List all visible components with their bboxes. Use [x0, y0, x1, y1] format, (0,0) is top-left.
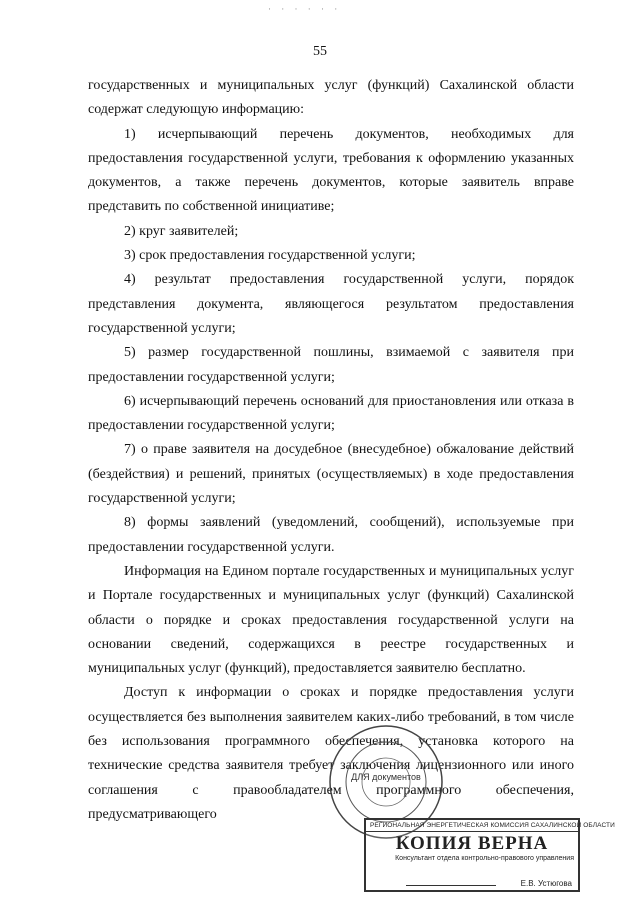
paragraph: 5) размер государственной пошлины, взимаемой с заявителя при предоставлении государственной услуги;: [88, 345, 574, 385]
paragraph: 1) исчерпывающий перечень документов, необходимых для предоставления государственной услуги, требования к оформлению указанных документов, а также перечень документов, которые заявитель вправе представить по собственной инициативе;: [88, 126, 574, 215]
paragraph: 3) срок предоставления государственной услуги;: [124, 248, 416, 264]
signature-line: [406, 885, 496, 886]
stamp-subtitle: Консультант отдела контрольно-правового управления: [395, 855, 574, 862]
seal-text: ДЛЯ документов: [351, 772, 421, 782]
copy-certified-stamp: [364, 818, 615, 892]
paragraph: Информация на Едином портале государственных и муниципальных услуг и Портале государственных и муниципальных услуг (функций) Сахалинской области о порядке и сроках предоставления государственной услуги на основании сведений, содержащихся в реестре государственных и муниципальных услуг (функций), предоставляется заявителю бесплатно.: [88, 563, 574, 677]
document-body: [88, 74, 574, 827]
paragraph: 2) круг заявителей;: [124, 223, 239, 239]
stamp-header: РЕГИОНАЛЬНАЯ ЭНЕРГЕТИЧЕСКАЯ КОМИССИЯ САХАЛИНСКОЙ ОБЛАСТИ: [366, 820, 578, 832]
scan-artifact: · · · · · ·: [268, 4, 342, 14]
paragraph: 7) о праве заявителя на досудебное (внесудебное) обжалование действий (бездействия) и решений, принятых (осуществляемых) в ходе предоставления государственной услуги;: [88, 442, 574, 507]
paragraph: 8) формы заявлений (уведомлений, сообщений), используемые при предоставлении государственной услуги.: [88, 515, 574, 555]
stamp-signer: Е.В. Устюгова: [520, 879, 572, 888]
stamp-title: КОПИЯ ВЕРНА: [395, 833, 549, 854]
paragraph: Доступ к информации о сроках и порядке предоставления услуги осуществляется без выполнения заявителем каких-либо требований, в том числе без использования программного обеспечения, установка которого на технические средства заявителя требует заключения лицензионного или иного соглашения с правообладателем программного обеспечения, предусматривающего: [88, 685, 574, 822]
paragraph: 6) исчерпывающий перечень оснований для приостановления или отказа в предоставлении государственной услуги;: [88, 393, 574, 434]
paragraph: государственных и муниципальных услуг (функций) Сахалинской области содержат следующую информацию:: [88, 78, 574, 118]
page-number: 55: [313, 44, 327, 59]
paragraph: 4) результат предоставления государственной услуги, порядок представления документа, являющегося результатом предоставления государственной услуги;: [88, 272, 574, 336]
